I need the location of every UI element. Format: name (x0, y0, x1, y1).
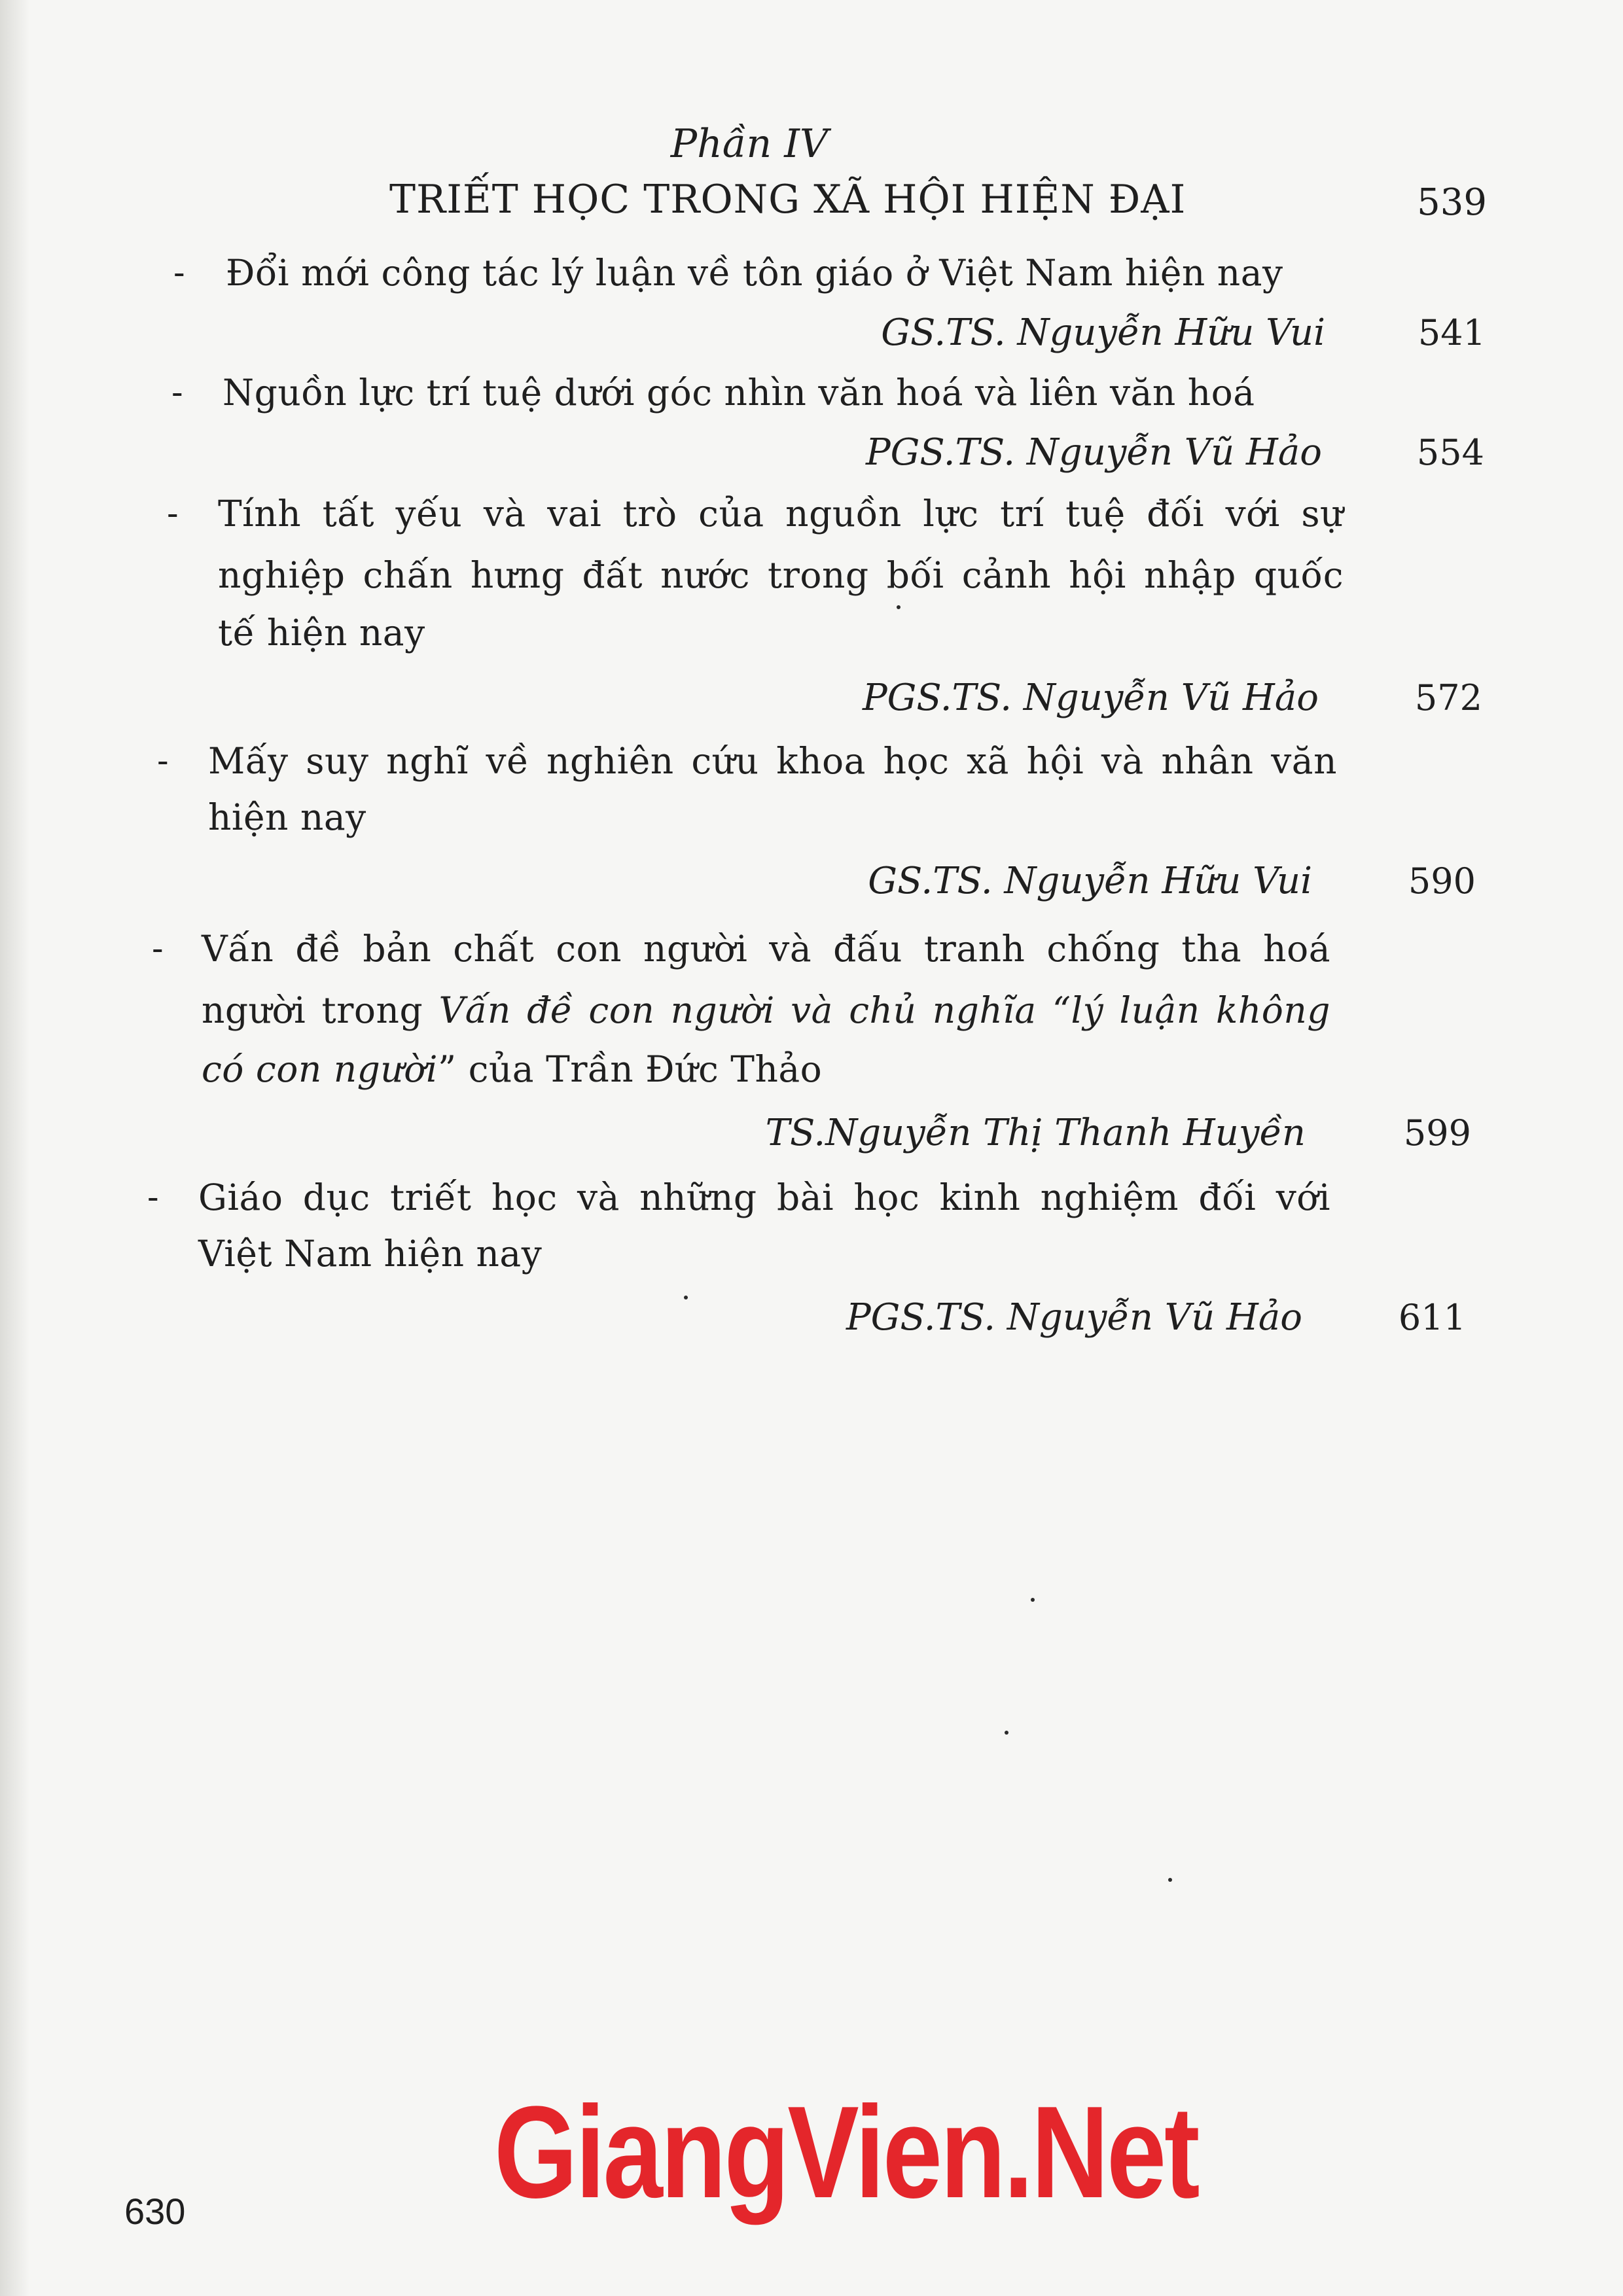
entry-title (202, 918, 1330, 1100)
entry-title-line: tế hiện nay (218, 612, 425, 654)
entry-byline (0, 302, 1623, 364)
entry-byline (0, 851, 1623, 912)
entry-title-line (202, 980, 1330, 1041)
entry-page-number: 554 (1416, 432, 1484, 473)
entry-title-line: Nguồn lực trí tuệ dưới góc nhìn văn hoá và liên văn hoá (223, 372, 1255, 414)
entry-title (223, 362, 1355, 423)
entry-title-line: nghiệp chấn hưng đất nước trong bối cảnh hội nhập quốc (218, 554, 1344, 596)
entry-title-text: ” của Trần Đức Thảo (437, 1048, 823, 1090)
scan-speck (897, 605, 901, 609)
scan-speck (1005, 1731, 1008, 1735)
entry-author: GS.TS. Nguyễn Hữu Vui (881, 311, 1325, 354)
entry-page-number: 611 (1398, 1297, 1466, 1338)
entry-title-line (202, 1038, 1330, 1100)
watermark-logo: GiangVien.Net (494, 2079, 1198, 2225)
entry-byline (0, 667, 1623, 729)
entry-page-number: 572 (1414, 677, 1482, 718)
entry-title (218, 483, 1344, 663)
entry-author: GS.TS. Nguyễn Hữu Vui (868, 860, 1312, 902)
entry-title-line: Mấy suy nghĩ về nghiên cứu khoa học xã hội và nhân văn (208, 740, 1337, 782)
entry-author: PGS.TS. Nguyễn Vũ Hảo (862, 677, 1319, 719)
entry-title-line: Việt Nam hiện nay (198, 1233, 543, 1275)
entry-title-book-italic: có con người (202, 1048, 438, 1090)
entry-bullet: - (173, 253, 185, 292)
entry-author: PGS.TS. Nguyễn Vũ Hảo (846, 1296, 1302, 1339)
entry-bullet: - (157, 741, 169, 781)
part-label: Phần IV (670, 121, 829, 167)
entry-page-number: 590 (1408, 860, 1476, 902)
entry-title (208, 730, 1337, 848)
entry-title (198, 1167, 1330, 1284)
scan-speck (1168, 1878, 1172, 1882)
entry-title-line: Đổi mới công tác lý luận về tôn giáo ở Việt Nam hiện nay (226, 252, 1283, 294)
scan-speck (684, 1296, 688, 1299)
entry-title-text: người trong (202, 989, 439, 1031)
entry-bullet: - (152, 929, 164, 968)
entry-bullet: - (147, 1178, 159, 1217)
part-title: TRIẾT HỌC TRONG XÃ HỘI HIỆN ĐẠI (389, 177, 1186, 222)
entry-page-number: 541 (1418, 312, 1486, 353)
entry-byline (0, 422, 1623, 484)
page-number: 630 (124, 2191, 186, 2232)
entry-author: PGS.TS. Nguyễn Vũ Hảo (865, 431, 1322, 474)
entry-byline (0, 1103, 1623, 1164)
entry-title-line: Vấn đề bản chất con người và đấu tranh chống tha hoá (202, 928, 1330, 970)
entry-title-line: Tính tất yếu và vai trò của nguồn lực trí tuệ đối với sự (218, 493, 1344, 535)
entry-bullet: - (171, 373, 183, 412)
entry-author: TS.Nguyễn Thị Thanh Huyền (765, 1112, 1306, 1154)
entry-byline (0, 1287, 1623, 1349)
scan-speck (1031, 1598, 1035, 1602)
entry-title (226, 242, 1358, 304)
entry-page-number: 599 (1403, 1112, 1471, 1154)
entry-title-line: hiện nay (208, 796, 366, 838)
entry-title-book-italic: Vấn đề con người và chủ nghĩa “lý luận không (438, 989, 1330, 1031)
part-page-number: 539 (1417, 181, 1487, 224)
entry-bullet: - (167, 494, 179, 533)
entry-title-line: Giáo dục triết học và những bài học kinh nghiệm đối với (198, 1176, 1330, 1218)
